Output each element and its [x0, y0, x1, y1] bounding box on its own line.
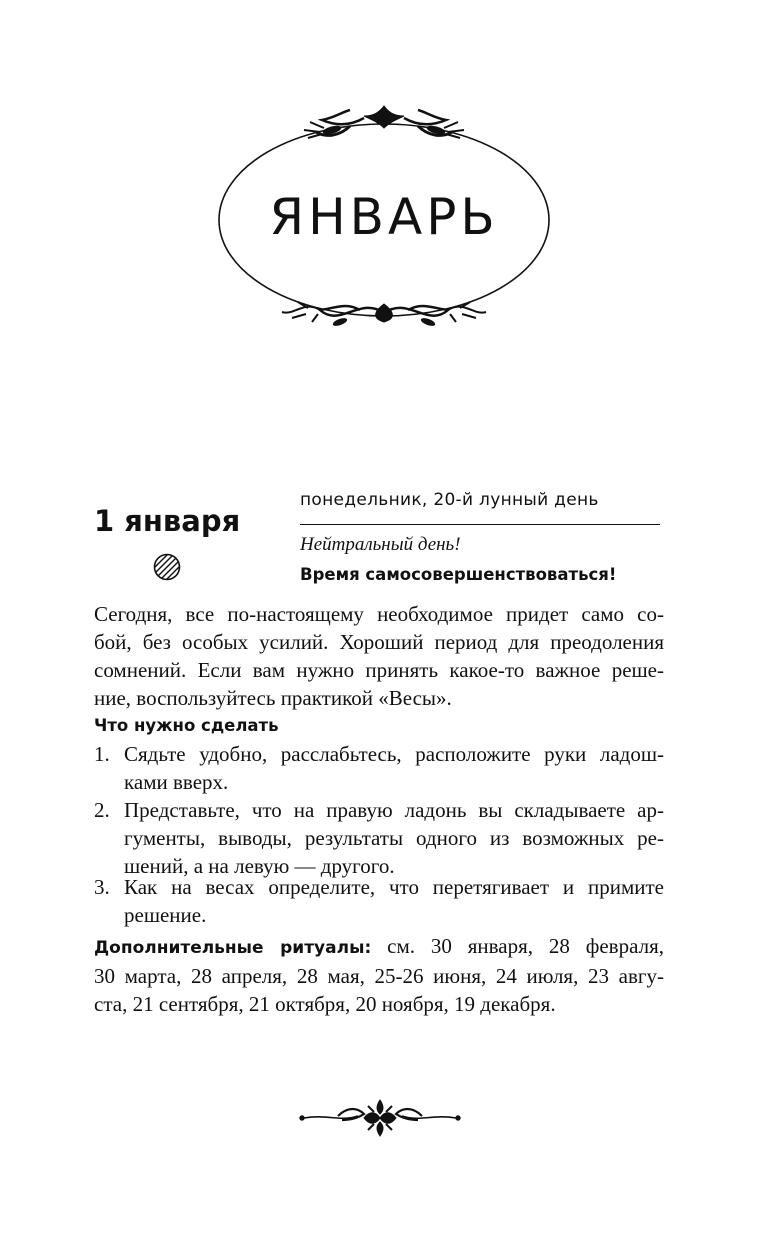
- extra-rituals-label: Дополнительные ритуалы:: [94, 938, 372, 958]
- extra-line: 30 марта, 28 апреля, 28 мая, 25-26 июня, 24 июля, 23 авгу-: [94, 964, 664, 988]
- step-number: 3.: [94, 875, 110, 899]
- extra-line: [94, 932, 664, 962]
- step-line: Как на весах определите, что перетягивает и примите: [124, 875, 664, 899]
- intro-line: ние, воспользуйтесь практикой «Весы».: [94, 686, 452, 710]
- bottom-flourish-icon: [282, 302, 486, 327]
- step-number: 2.: [94, 798, 110, 822]
- intro-paragraph: [94, 600, 664, 712]
- divider: [300, 524, 660, 525]
- moon-phase-icon: [152, 552, 182, 582]
- step-number: 1.: [94, 742, 110, 766]
- step-line: Сядьте удобно, расслабьтесь, расположите руки ладош-: [124, 742, 664, 766]
- intro-line: Сегодня, все по-настоящему необходимое придет само со-: [94, 602, 664, 626]
- weekday-lunar-day: понедельник, 20-й лунный день: [300, 490, 599, 510]
- top-flourish-icon: [304, 106, 464, 138]
- step-line: решение.: [124, 903, 207, 927]
- month-title: ЯНВАРЬ: [269, 188, 499, 246]
- date-heading: 1 января: [94, 504, 241, 538]
- step-line: Представьте, что на правую ладонь вы складываете ар-: [124, 798, 664, 822]
- intro-line: сомнений. Если вам нужно принять какое-то важное реше-: [94, 658, 664, 682]
- footer-flourish-icon: [298, 1096, 462, 1140]
- step-line: ками вверх.: [124, 770, 229, 794]
- extra-dates: см. 30 января, 28 февраля,: [371, 934, 664, 958]
- step-line: шений, а на левую — другого.: [124, 854, 395, 878]
- intro-line: бой, без особых усилий. Хороший период для преодоления: [94, 630, 664, 654]
- day-motto: Время самосовершенствоваться!: [300, 565, 617, 584]
- extra-line: ста, 21 сентября, 21 октября, 20 ноября, 19 декабря.: [94, 992, 556, 1016]
- day-type: Нейтральный день!: [300, 534, 461, 555]
- todo-heading: Что нужно сделать: [94, 716, 279, 735]
- extra-rituals: [94, 932, 664, 1018]
- step-line: гументы, выводы, результаты одного из возможных ре-: [124, 826, 664, 850]
